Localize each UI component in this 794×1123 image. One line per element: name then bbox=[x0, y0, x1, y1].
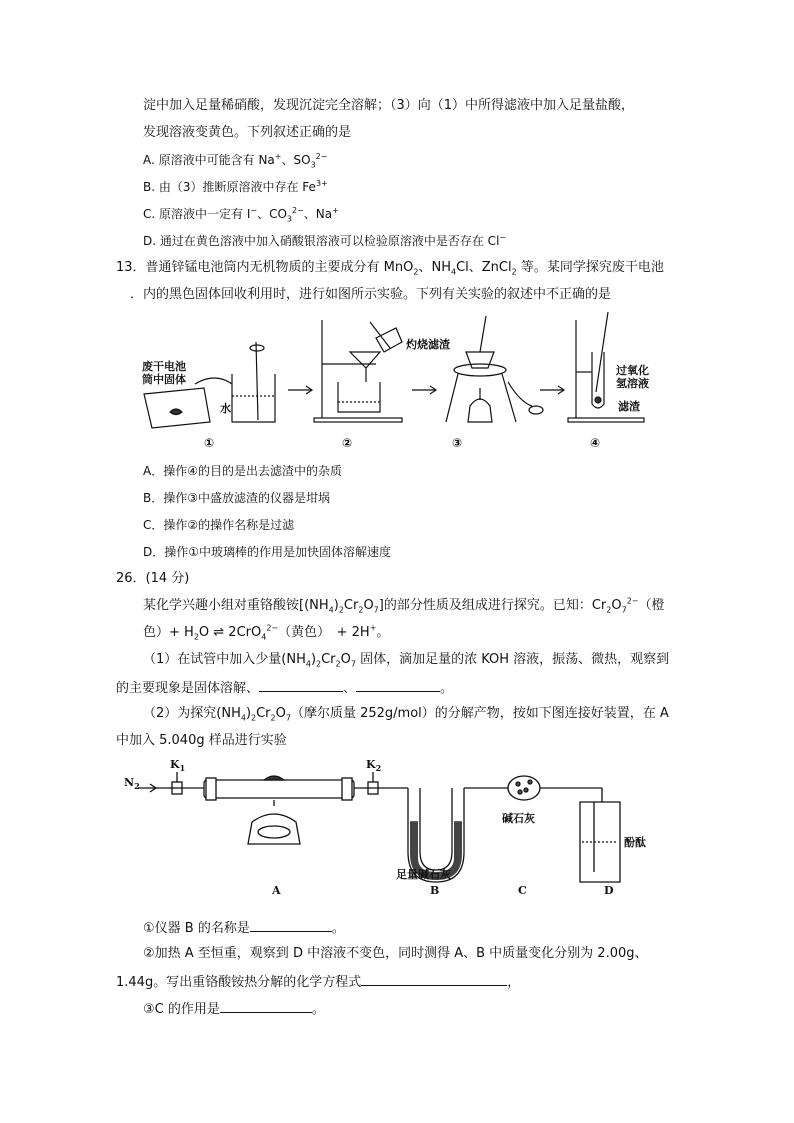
label-hydrogen-peroxide: 过氧化 氢溶液 bbox=[616, 364, 649, 390]
q26-sub2-line2: 1.44g。写出重铬酸铵热分解的化学方程式 ， bbox=[116, 972, 520, 992]
label-enough-soda-lime: 足量碱石灰 bbox=[396, 868, 451, 881]
q13-option-b: B．操作③中盛放滤渣的仪器是坩埚 bbox=[143, 491, 330, 505]
label-battery-solid: 废干电池 筒中固体 bbox=[142, 360, 186, 386]
q26-intro-line2: 色）+ $H_2O$ ⇌ 2CrO$_4^{2-}$（黄色） + 2H+。 bbox=[143, 623, 390, 642]
q26-intro-line1: 某化学兴趣小组对重铬酸铵$[(NH_4)_2Cr_2O_7]$的部分性质及组成进行探究。已知：$Cr_2O_7^{2-}$（橙 bbox=[143, 596, 665, 615]
label-n2: $N_2$ bbox=[124, 776, 140, 792]
answer-blank-3[interactable] bbox=[250, 918, 332, 932]
answer-blank-1[interactable] bbox=[259, 678, 343, 692]
q12-option-b: B. 由（3）推断原溶液中存在 $Fe^{3+}$ bbox=[143, 179, 328, 194]
label-k2: $K_2$ bbox=[366, 758, 382, 774]
label-c: C bbox=[518, 884, 527, 897]
answer-blank-5[interactable] bbox=[220, 999, 312, 1013]
q26-part2-line1: （2）为探究$(NH_4)_2Cr_2O_7$（摩尔质量 252g/mol）的分解产物，按如下图连接好装置，在 A bbox=[143, 706, 669, 723]
label-soda-lime: 碱石灰 bbox=[502, 812, 535, 825]
step-number-1: ① bbox=[204, 436, 215, 450]
q26-part1-line2: 的主要现象是固体溶解、 、 。 bbox=[116, 678, 453, 698]
label-b: B bbox=[430, 884, 440, 897]
label-burn-residue: 灼烧滤渣 bbox=[406, 338, 450, 351]
q26-apparatus-drawing bbox=[124, 762, 624, 902]
q13-experiment-figure bbox=[140, 312, 660, 457]
q26-sub2-line1: ②加热 A 至恒重，观察到 D 中溶液不变色，同时测得 A、B 中质量变化分别为 2.00g、 bbox=[143, 946, 648, 961]
label-phenolphthalein: 酚酞 bbox=[624, 836, 646, 849]
label-water: 水 bbox=[220, 402, 231, 415]
q26-apparatus-figure bbox=[124, 758, 646, 902]
q13-stem-line1: 13．普通锌锰电池筒内无机物质的主要成分有 MnO$_2$、$NH_4Cl$、ZnCl$_2$ 等。某同学探究废干电池 bbox=[116, 260, 664, 277]
q12-option-a: A. 原溶液中可能含有 Na+、$SO_3^{2-}$ bbox=[143, 152, 328, 170]
q12-option-d: D. 通过在黄色溶液中加入硝酸银溶液可以检验原溶液中是否存在 Cl− bbox=[143, 233, 507, 248]
q26-heading: 26．(14 分) bbox=[116, 571, 190, 586]
step-number-2: ② bbox=[342, 436, 353, 450]
label-residue: 滤渣 bbox=[618, 400, 640, 413]
label-d: D bbox=[604, 884, 614, 897]
q26-sub1: ①仪器 B 的名称是 。 bbox=[143, 918, 345, 938]
answer-blank-2[interactable] bbox=[356, 678, 440, 692]
q13-option-a: A．操作④的目的是出去滤渣中的杂质 bbox=[143, 464, 342, 478]
q26-part1-line1: （1）在试管中加入少量$(NH_4)_2Cr_2O_7$ 固体，滴加足量的浓 KOH 溶液，振荡、微热，观察到 bbox=[143, 652, 670, 669]
q13-apparatus-drawing bbox=[140, 312, 660, 457]
q26-part2-line2: 中加入 5.040g 样品进行实验 bbox=[116, 733, 287, 748]
q12-option-c: C. 原溶液中一定有 I−、$CO_3^{2-}$、Na+ bbox=[143, 206, 339, 224]
step-number-3: ③ bbox=[452, 436, 463, 450]
q13-option-d: D．操作①中玻璃棒的作用是加快固体溶解速度 bbox=[143, 545, 391, 559]
answer-blank-4[interactable] bbox=[361, 972, 507, 986]
label-a: A bbox=[272, 884, 281, 897]
q12-line2: 发现溶液变黄色。下列叙述正确的是 bbox=[143, 125, 352, 140]
step-number-4: ④ bbox=[590, 436, 601, 450]
label-k1: $K_1$ bbox=[170, 758, 186, 774]
q12-line1: 淀中加入足量稀硝酸，发现沉淀完全溶解；（3）向（1）中所得滤液中加入足量盐酸， bbox=[143, 98, 635, 113]
q13-option-c: C．操作②的操作名称是过滤 bbox=[143, 518, 295, 532]
q26-sub3: ③C 的作用是 。 bbox=[143, 999, 325, 1019]
q13-stem-line2: ．内的黑色固体回收利用时，进行如图所示实验。下列有关实验的叙述中不正确的是 bbox=[130, 287, 612, 302]
